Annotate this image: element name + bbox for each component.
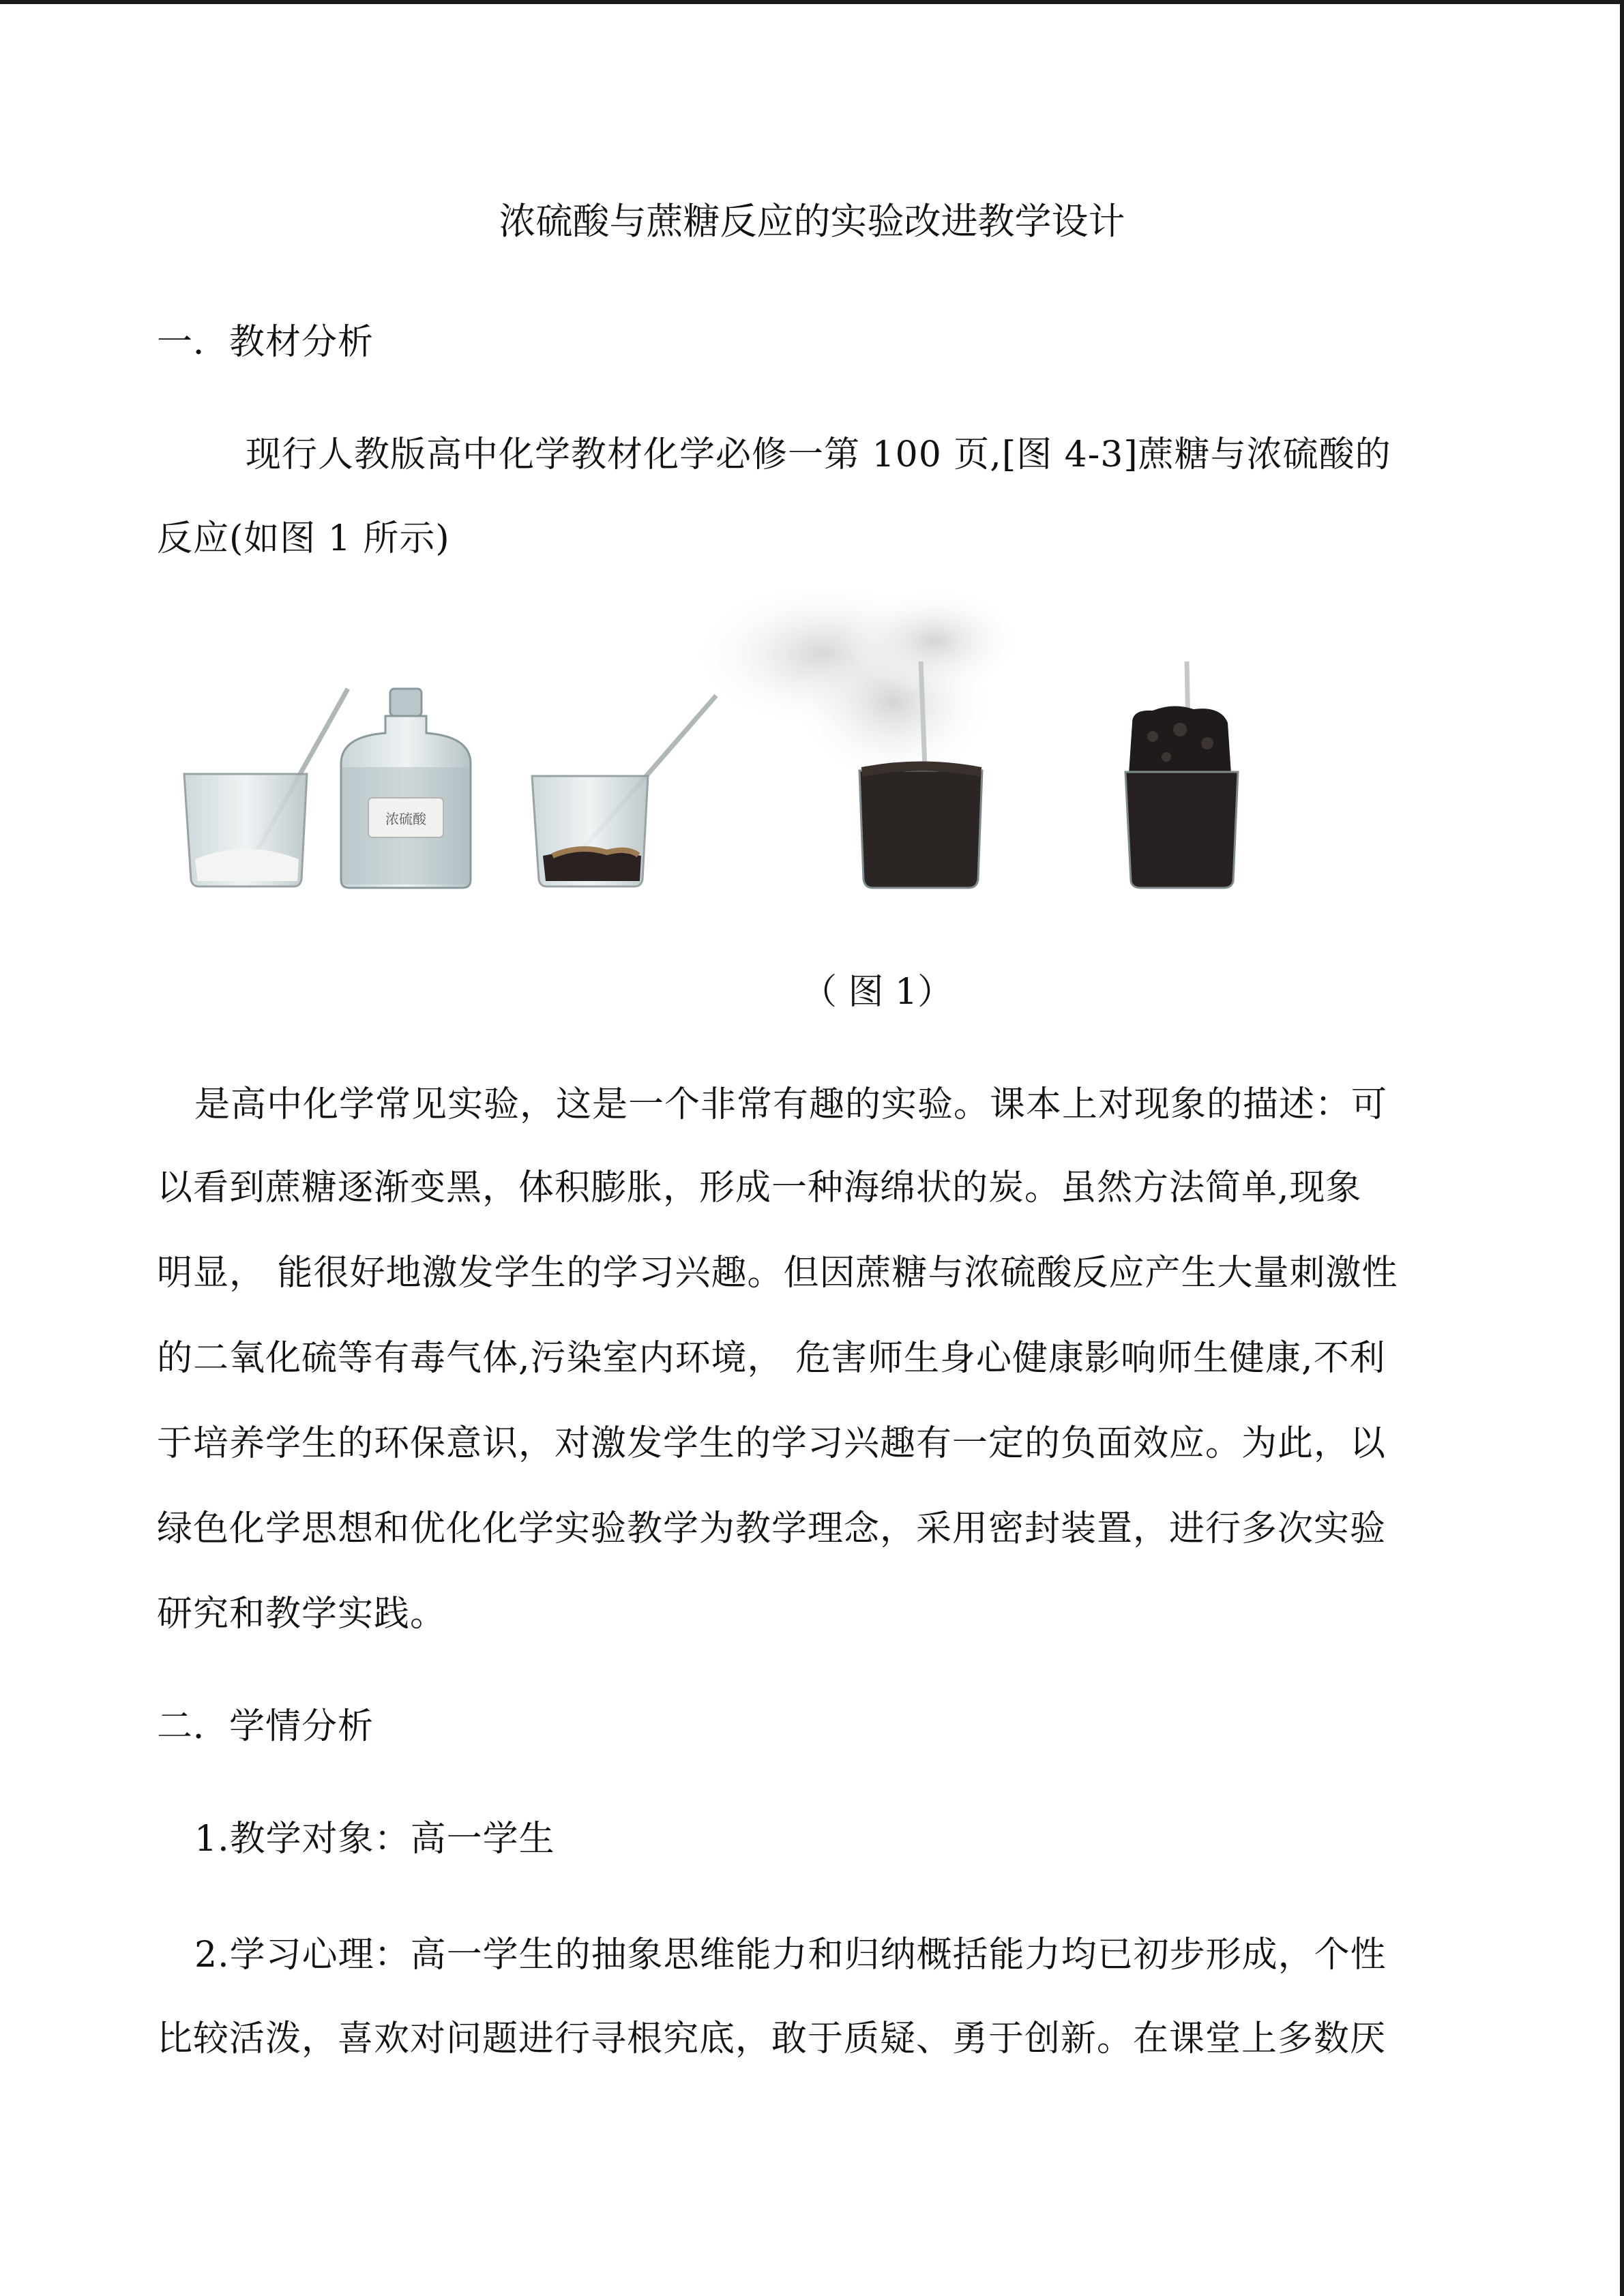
- figure-caption: （ 图 1）: [801, 972, 954, 1013]
- page-right-border: [1620, 0, 1624, 2296]
- para-line-5: 于培养学生的环保意识，对激发学生的学习兴趣有一定的负面效应。为此，以: [157, 1423, 1387, 1464]
- para-line-7: 研究和教学实践。: [157, 1594, 447, 1635]
- document-title: 浓硫酸与蔗糖反应的实验改进教学设计: [499, 200, 1125, 243]
- mixing-beaker: [532, 696, 716, 886]
- experiment-figure: [171, 593, 1262, 900]
- bottle-label: 浓硫酸: [385, 811, 426, 827]
- intro-line-2: 反应(如图 1 所示): [157, 518, 450, 559]
- page-top-border: [0, 0, 1624, 4]
- list-item-2-line-1: 2.学习心理：高一学生的抽象思维能力和归纳概括能力均已初步形成，个性: [194, 1935, 1387, 1976]
- para-line-4: 的二氧化硫等有毒气体,污染室内环境， 危害师生身心健康影响师生健康,不利: [157, 1338, 1386, 1379]
- para-line-6: 绿色化学思想和优化化学实验教学为教学理念，采用密封装置，进行多次实验: [157, 1508, 1387, 1549]
- para-line-3: 明显， 能很好地激发学生的学习兴趣。但因蔗糖与浓硫酸反应产生大量刺激性: [157, 1253, 1398, 1294]
- sugar-beaker: [184, 689, 348, 886]
- para-line-1: 是高中化学常见实验，这是一个非常有趣的实验。课本上对现象的描述：可: [194, 1084, 1388, 1125]
- list-item-2-line-2: 比较活泼，喜欢对问题进行寻根究底，敢于质疑、勇于创新。在课堂上多数厌: [157, 2018, 1387, 2059]
- intro-line-1: 现行人教版高中化学教材化学必修一第 100 页,[图 4-3]蔗糖与浓硫酸的: [246, 434, 1391, 475]
- carbon-sponge-beaker: [1125, 661, 1238, 888]
- list-item-1: 1.教学对象：高一学生: [194, 1819, 555, 1860]
- section-heading-2: 二．学情分析: [157, 1706, 374, 1747]
- acid-bottle: [341, 689, 471, 888]
- para-line-2: 以看到蔗糖逐渐变黑，体积膨胀，形成一种海绵状的炭。虽然方法简单,现象: [157, 1167, 1362, 1208]
- section-heading-1: 一．教材分析: [157, 322, 374, 363]
- smoking-beaker: [689, 593, 1023, 888]
